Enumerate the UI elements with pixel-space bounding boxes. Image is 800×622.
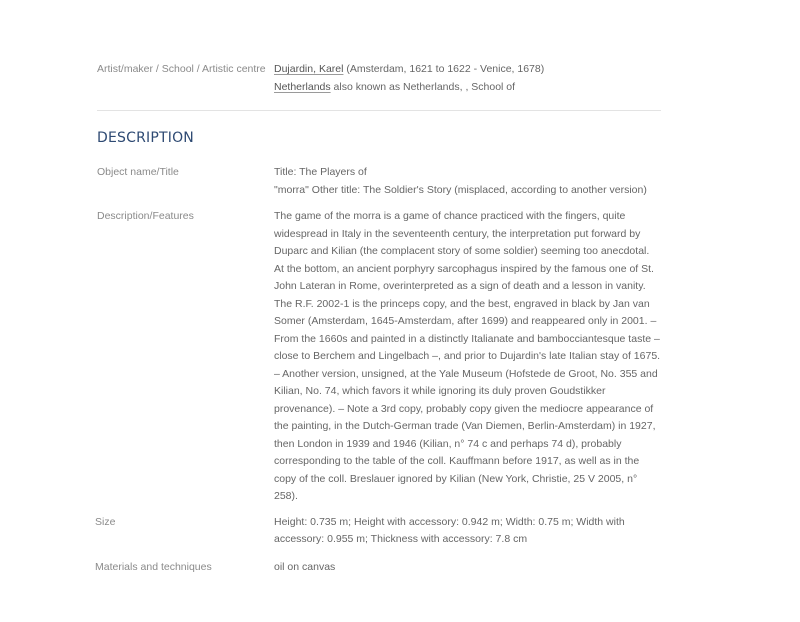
artist-value	[274, 61, 661, 96]
materials-label: Materials and techniques	[95, 560, 212, 573]
materials-row	[95, 559, 661, 577]
school-text: also known as Netherlands, , School of	[330, 80, 516, 93]
description-value	[274, 208, 661, 506]
artist-link[interactable]: Dujardin, Karel	[274, 63, 344, 75]
other-title-line: "morra" Other title: The Soldier's Story (misplaced, according to another version)	[274, 183, 647, 196]
artist-dates: (Amsterdam, 1621 to 1622 - Venice, 1678)	[343, 63, 545, 75]
size-label: Size	[95, 515, 116, 528]
artwork-record	[97, 61, 661, 576]
title-line: Title: The Players of	[274, 166, 367, 178]
artist-label: Artist/maker / School / Artistic centre	[97, 63, 266, 75]
description-heading: DESCRIPTION	[97, 130, 194, 146]
object-name-row	[97, 164, 661, 199]
description-paragraph-2: The R.F. 2002-1 is the princeps copy, and the best, engraved in black by Jan van Somer (Amsterdam, 1645-Amsterdam, after 1699) and reappeared only in 2001. – From the 1660s and painted in a distinctly Italianate and bambocciantesque taste – close to Berchem and Lingelbach –, and prior to Dujardin's late Italian stay of 1675. – Another version, unsigned, at the Yale Museum (Hofstede de Groot, No. 355 and Kilian, No. 74, which favors it while ignoring its duly proven Goudstikker provenance). – Note a 3rd copy, probably copy given the mediocre appearance of the painting, in the Dutch-German trade (Van Diemen, Berlin-Amsterdam) in 1927, then London in 1939 and 1946 (Kilian, n° 74 c and perhaps 74 d), probably corresponding to the table of the coll. Kauffmann before 1917, as well as in the copy of the coll. Breslauer ignored by Kilian (New York, Christie, 25 V 2005, n° 258).	[274, 297, 661, 502]
object-name-value	[274, 164, 661, 199]
description-label: Description/Features	[97, 210, 194, 222]
school-link[interactable]: Netherlands	[274, 80, 331, 93]
size-row	[95, 514, 661, 549]
materials-value: oil on canvas	[274, 560, 336, 573]
artist-row	[97, 61, 661, 96]
description-paragraph-1: The game of the morra is a game of chance practiced with the fingers, quite widespread in Italy in the seventeenth century, the interpretation put forward by Duparc and Kilian (the complacent story of some soldier) seeming too anecdotal. At the bottom, an ancient porphyry sarcophagus inspired by the famous one of St. John Lateran in Rome, overinterpreted as a sign of death and a lesson in vanity.	[274, 210, 654, 292]
section-divider	[97, 110, 661, 111]
description-row	[97, 208, 661, 506]
size-value: Height: 0.735 m; Height with accessory: 0.942 m; Width: 0.75 m; Width with accessory: 0.955 m; Thickness with accessory: 7.8 cm	[274, 515, 625, 545]
object-name-label: Object name/Title	[97, 166, 179, 178]
